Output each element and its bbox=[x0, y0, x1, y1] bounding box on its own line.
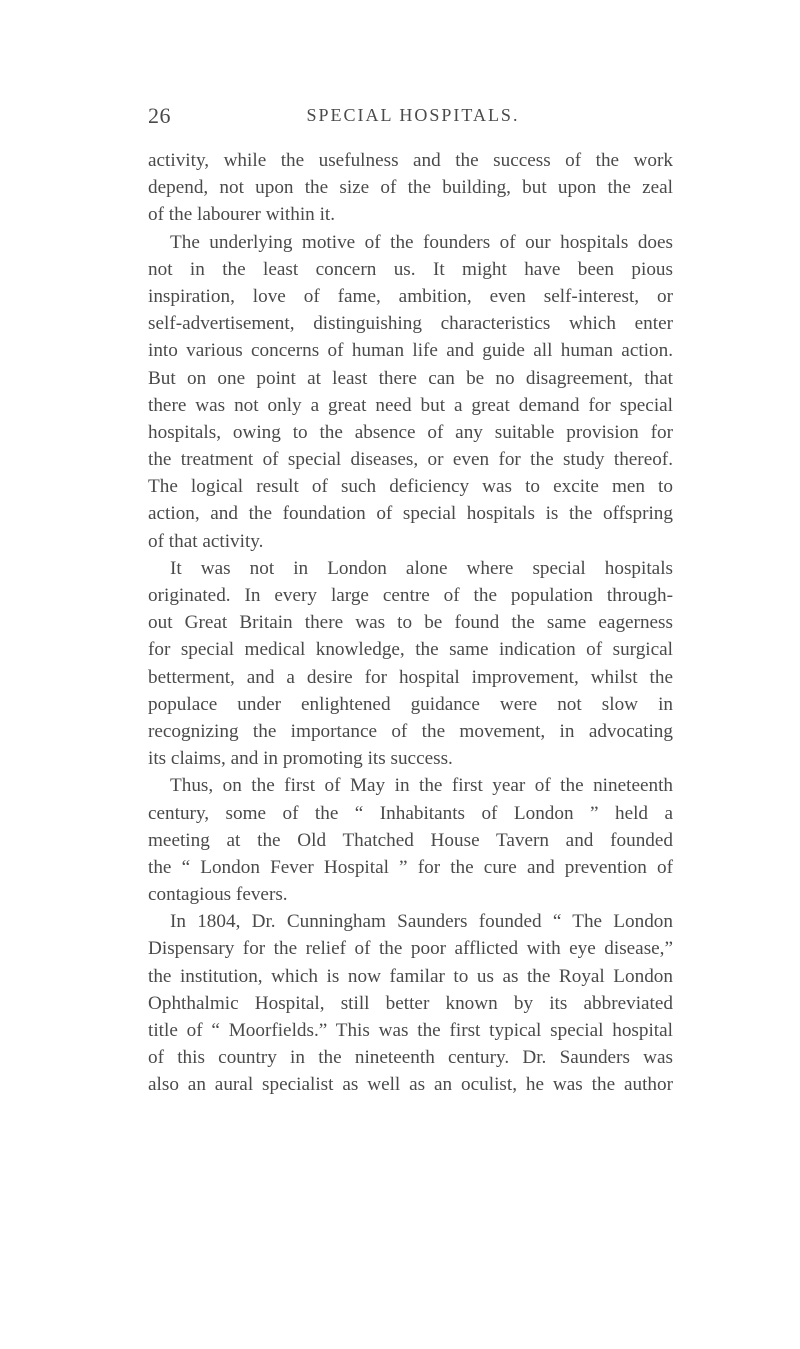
text-line: not in the least concern us. It might have been pious bbox=[148, 258, 673, 280]
running-head bbox=[148, 103, 678, 133]
text-line: of the labourer within it. bbox=[148, 204, 336, 226]
text-line: into various concerns of human life and guide all human action. bbox=[148, 340, 673, 362]
text-line: for special medical knowledge, the same indication of surgical bbox=[148, 639, 673, 661]
text-line: there was not only a great need but a great demand for special bbox=[148, 394, 673, 416]
text-line: title of “ Moorfields.” This was the first typical special hospital bbox=[148, 1020, 673, 1041]
text-line: populace under enlightened guidance were not slow in bbox=[148, 693, 673, 715]
text-line: the “ London Fever Hospital ” for the cure and prevention of bbox=[148, 856, 673, 878]
text-line: Ophthalmic Hospital, still better known by its abbreviated bbox=[148, 992, 673, 1014]
text-line: Thus, on the first of May in the first year of the nineteenth bbox=[170, 775, 673, 797]
text-line: But on one point at least there can be no disagreement, that bbox=[148, 367, 673, 389]
text-line: The logical result of such deficiency was to excite men to bbox=[148, 476, 673, 498]
text-line: depend, not upon the size of the building, but upon the zeal bbox=[148, 177, 673, 199]
text-line: meeting at the Old Thatched House Tavern and founded bbox=[148, 829, 673, 851]
running-title: SPECIAL HOSPITALS. bbox=[306, 105, 520, 125]
text-line: inspiration, love of fame, ambition, even self-interest, or bbox=[148, 285, 673, 307]
text-line: hospitals, owing to the absence of any suitable provision for bbox=[148, 421, 673, 443]
text-line: activity, while the usefulness and the success of the work bbox=[148, 150, 673, 171]
text-line: betterment, and a desire for hospital improvement, whilst the bbox=[148, 666, 673, 688]
text-line: the treatment of special diseases, or even for the study thereof. bbox=[148, 449, 673, 471]
text-line: action, and the foundation of special hospitals is the offspring bbox=[148, 503, 673, 525]
text-line: In 1804, Dr. Cunningham Saunders founded “ The London bbox=[170, 911, 673, 933]
text-line: the institution, which is now familar to us as the Royal London bbox=[148, 965, 673, 987]
text-line: Dispensary for the relief of the poor afflicted with eye disease,” bbox=[148, 938, 673, 960]
text-line: self-advertisement, distinguishing characteristics which enter bbox=[148, 313, 673, 335]
text-line: The underlying motive of the founders of our hospitals does bbox=[170, 231, 673, 253]
text-line: contagious fevers. bbox=[148, 884, 288, 906]
body-text bbox=[148, 147, 673, 1099]
text-line: century, some of the “ Inhabitants of London ” held a bbox=[148, 802, 673, 824]
text-line: out Great Britain there was to be found the same eagerness bbox=[148, 612, 673, 634]
text-line: of this country in the nineteenth century. Dr. Saunders was bbox=[148, 1047, 673, 1069]
text-line: recognizing the importance of the movement, in advocating bbox=[148, 720, 673, 742]
text-line: also an aural specialist as well as an oculist, he was the author bbox=[148, 1074, 673, 1096]
text-line: of that activity. bbox=[148, 530, 264, 552]
text-line: its claims, and in promoting its success. bbox=[148, 748, 453, 770]
text-line: It was not in London alone where special hospitals bbox=[170, 557, 673, 579]
text-line: originated. In every large centre of the population through- bbox=[148, 585, 673, 606]
page-number: 26 bbox=[148, 103, 171, 128]
